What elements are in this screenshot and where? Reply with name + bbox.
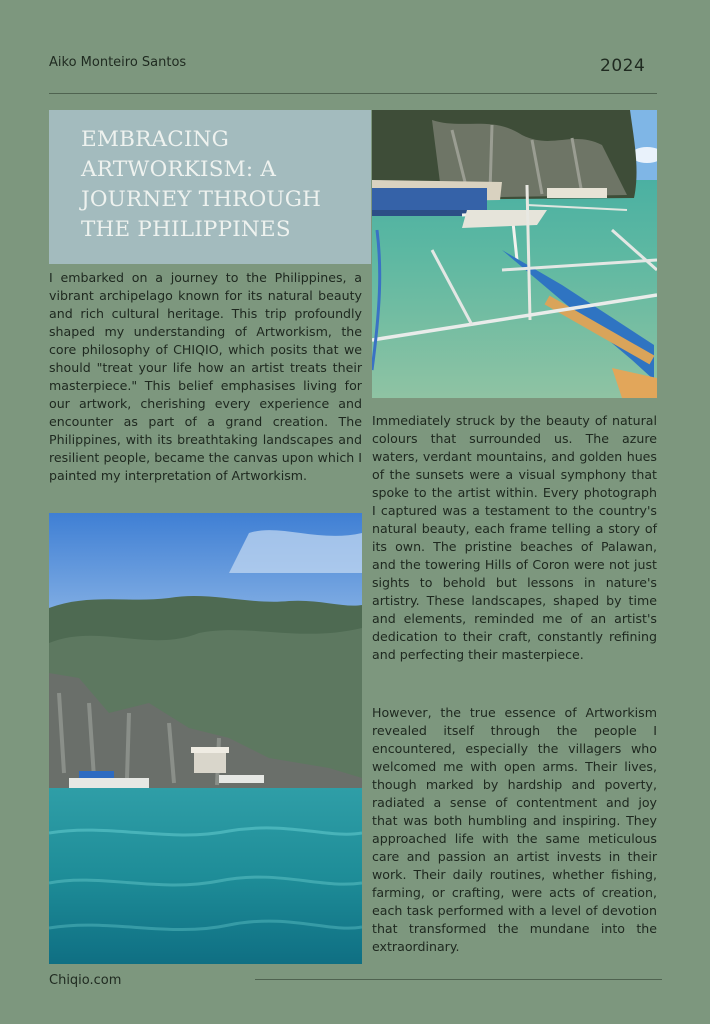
people-paragraph: However, the true essence of Artworkism revealed itself through the people I encountered, especially the villagers who welcomed me with open arms. Their lives, though marked by hardship and poverty, radiated a sense of contentment and joy that was both humbling and inspiring. They approached life with the same meticulous care and passion an artist invests in their work. Their daily routines, whether fishing, farming, or crafting, were acts of creation, each task performed with a level of devotion that transformed the mundane into the extraordinary. (372, 705, 657, 954)
boats-photo (372, 110, 657, 398)
author-name: Aiko Monteiro Santos (49, 55, 187, 70)
article-title: EMBRACING ARTWORKISM: A JOURNEY THROUGH THE PHILIPPINES (81, 127, 322, 242)
nature-paragraph: Immediately struck by the beauty of natural colours that surrounded us. The azure waters, verdant mountains, and golden hues of the sunsets were a visual symphony that spoke to the artist within. Every photograph I captured was a testament to the country's natural beauty, each frame telling a story of its own. The pristine beaches of Palawan, and the towering Hills of Coron were not just sights to behold but lessons in nature's artistry. These landscapes, shaped by time and elements, reminded me of an artist's dedication to their craft, constantly refining and perfecting their masterpiece. (372, 413, 657, 662)
title-banner (49, 110, 371, 264)
lagoon-photo (49, 513, 362, 964)
site-link[interactable]: Chiqio.com (49, 973, 122, 988)
intro-paragraph: I embarked on a journey to the Philippines, a vibrant archipelago known for its natural beauty and rich cultural heritage. This trip profoundly shaped my understanding of Artworkism, the core philosophy of CHIQIO, which posits that we should "treat your life how an artist treats their masterpiece." This belief emphasises living for our artwork, cherishing every experience and encounter as part of a grand creation. The Philippines, with its breathtaking landscapes and resilient people, became the canvas upon which I painted my interpretation of Artworkism. (49, 270, 362, 483)
publication-year: 2024 (600, 56, 646, 76)
header-divider (49, 93, 657, 94)
footer-divider (255, 979, 662, 980)
